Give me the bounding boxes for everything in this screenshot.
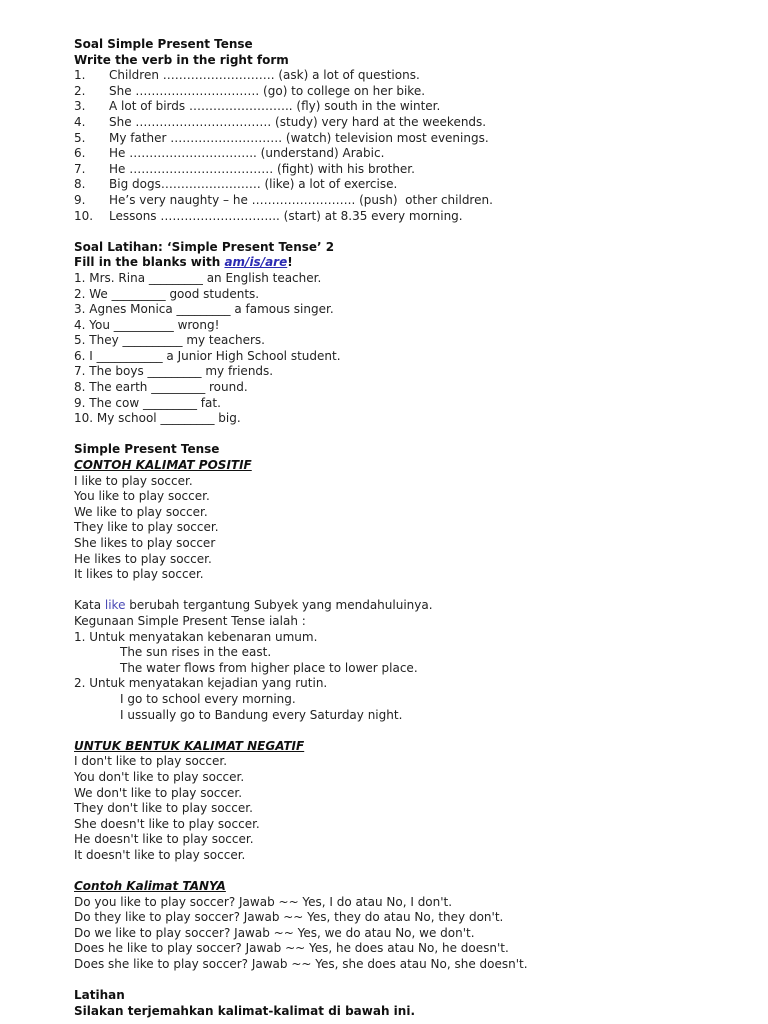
fill-blank-item: 3. Agnes Monica _________ a famous singer. xyxy=(74,302,334,317)
section2-subtitle xyxy=(74,255,714,271)
exercise-item xyxy=(74,177,714,193)
item-number: 3. xyxy=(74,99,86,114)
section4-subtitle: Silakan terjemahkan kalimat-kalimat di bawah ini. xyxy=(74,1003,415,1018)
example-sentence: It likes to play soccer. xyxy=(74,567,204,582)
fill-blank-item: 4. You __________ wrong! xyxy=(74,317,220,332)
item-number: 1. xyxy=(74,68,86,83)
question-heading: Contoh Kalimat TANYA xyxy=(74,879,226,894)
fill-blank-item: 8. The earth _________ round. xyxy=(74,380,248,395)
fill-blank-item: 6. I ___________ a Junior High School student. xyxy=(74,348,341,363)
section1-subtitle: Write the verb in the right form xyxy=(74,52,289,67)
section1-title: Soal Simple Present Tense xyxy=(74,37,253,51)
item-text: My father ………………………. (watch) television most evenings. xyxy=(109,130,489,145)
usage-title: Kegunaan Simple Present Tense ialah : xyxy=(74,613,306,628)
usage-example: The sun rises in the east. xyxy=(120,645,272,660)
item-text: Lessons ………………………... (start) at 8.35 every morning. xyxy=(109,208,463,223)
item-text: He ……………………………… (fight) with his brother. xyxy=(109,161,415,176)
item-number: 8. xyxy=(74,177,86,192)
item-text: Children ………………………. (ask) a lot of questions. xyxy=(109,68,420,83)
fill-blank-item: 7. The boys _________ my friends. xyxy=(74,364,274,379)
example-sentence: It doesn't like to play soccer. xyxy=(74,847,246,862)
item-number: 9. xyxy=(74,192,86,207)
spacer xyxy=(74,583,714,599)
spacer xyxy=(74,224,714,240)
question-sentence: Do you like to play soccer? Jawab ~~ Yes, I do atau No, I don't. xyxy=(74,894,453,909)
item-number: 10. xyxy=(74,208,94,223)
exercise-item xyxy=(74,84,714,100)
example-sentence: You don't like to play soccer. xyxy=(74,769,245,784)
fill-blank-item: 2. We _________ good students. xyxy=(74,286,260,301)
item-text: A lot of birds …………………….. (fly) south in the winter. xyxy=(109,99,441,114)
example-sentence: He likes to play soccer. xyxy=(74,551,212,566)
example-sentence: We don't like to play soccer. xyxy=(74,785,243,800)
negative-heading: UNTUK BENTUK KALIMAT NEGATIF xyxy=(74,738,305,753)
example-sentence: You like to play soccer. xyxy=(74,489,210,504)
example-sentence: We like to play soccer. xyxy=(74,504,208,519)
fill-blank-item: 9. The cow _________ fat. xyxy=(74,395,221,410)
spacer xyxy=(74,427,714,443)
note-suffix: berubah tergantung Subyek yang mendahuluinya. xyxy=(125,598,433,613)
example-sentence: They like to play soccer. xyxy=(74,520,219,535)
spacer xyxy=(74,723,714,739)
example-sentence: I like to play soccer. xyxy=(74,473,193,488)
item-number: 6. xyxy=(74,146,86,161)
section2-list xyxy=(74,271,714,427)
example-sentence: He doesn't like to play soccer. xyxy=(74,832,254,847)
question-list xyxy=(74,895,714,973)
spacer xyxy=(74,863,714,879)
item-number: 7. xyxy=(74,161,86,176)
positive-list xyxy=(74,474,714,583)
exercise-item xyxy=(74,99,714,115)
positive-heading: CONTOH KALIMAT POSITIF xyxy=(74,458,252,473)
section1-list xyxy=(74,68,714,224)
fill-blank-item: 1. Mrs. Rina _________ an English teacher. xyxy=(74,270,322,285)
am-is-are-link[interactable]: am/is/are xyxy=(224,255,288,270)
exercise-item xyxy=(74,115,714,131)
example-sentence: They don't like to play soccer. xyxy=(74,801,253,816)
question-sentence: Do we like to play soccer? Jawab ~~ Yes, we do atau No, we don't. xyxy=(74,925,475,940)
subtitle-prefix: Fill in the blanks with xyxy=(74,255,225,270)
section2-title: Soal Latihan: ‘Simple Present Tense’ 2 xyxy=(74,239,335,254)
exercise-item xyxy=(74,209,714,225)
exercise-item xyxy=(74,146,714,162)
exercise-item xyxy=(74,193,714,209)
section3-title: Simple Present Tense xyxy=(74,442,220,457)
item-number: 2. xyxy=(74,83,86,98)
item-text: She ……………………………. (study) very hard at the weekends. xyxy=(109,114,487,129)
section4-title: Latihan xyxy=(74,988,125,1003)
example-sentence: I don't like to play soccer. xyxy=(74,754,228,769)
item-text: Big dogs……………………. (like) a lot of exercise. xyxy=(109,177,398,192)
spacer xyxy=(74,973,714,989)
item-text: He ………………………….. (understand) Arabic. xyxy=(109,146,385,161)
question-sentence: Does he like to play soccer? Jawab ~~ Yes, he does atau No, he doesn't. xyxy=(74,941,509,956)
item-text: He’s very naughty – he …………………….. (push) other children. xyxy=(109,192,493,207)
fill-blank-item: 10. My school _________ big. xyxy=(74,411,241,426)
note-line xyxy=(74,598,714,614)
item-number: 4. xyxy=(74,114,86,129)
note-prefix: Kata xyxy=(74,598,105,613)
item-number: 5. xyxy=(74,130,86,145)
item-text: She …………………………. (go) to college on her bike. xyxy=(109,83,426,98)
usage-item-2: 2. Untuk menyatakan kejadian yang rutin. xyxy=(74,676,328,691)
exercise-item xyxy=(74,162,714,178)
usage-example: I go to school every morning. xyxy=(120,691,296,706)
usage-item-1: 1. Untuk menyatakan kebenaran umum. xyxy=(74,629,318,644)
usage-example: I ussually go to Bandung every Saturday night. xyxy=(120,707,403,722)
subtitle-suffix: ! xyxy=(287,255,293,270)
document-page xyxy=(74,37,714,1019)
exercise-item xyxy=(74,131,714,147)
example-sentence: She doesn't like to play soccer. xyxy=(74,816,260,831)
fill-blank-item: 5. They __________ my teachers. xyxy=(74,333,265,348)
usage-example: The water flows from higher place to lower place. xyxy=(120,660,418,675)
question-sentence: Does she like to play soccer? Jawab ~~ Yes, she does atau No, she doesn't. xyxy=(74,957,528,972)
question-sentence: Do they like to play soccer? Jawab ~~ Yes, they do atau No, they don't. xyxy=(74,910,504,925)
example-sentence: She likes to play soccer xyxy=(74,536,216,550)
highlighted-word: like xyxy=(104,598,126,613)
negative-list xyxy=(74,754,714,863)
exercise-item xyxy=(74,68,714,84)
